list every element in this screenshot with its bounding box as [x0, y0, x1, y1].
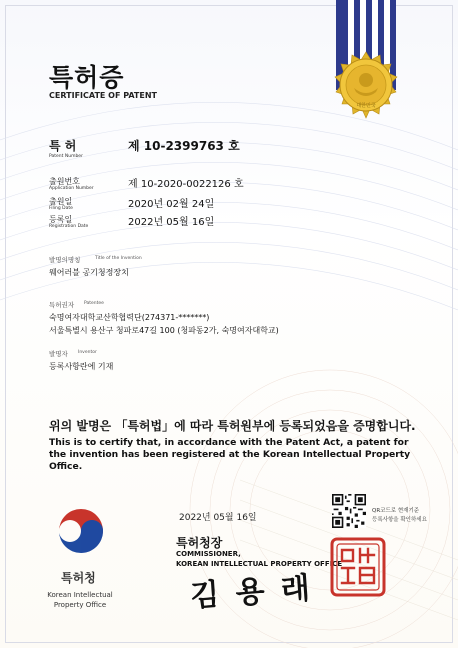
- patent-number-value: 제 10-2399763 호: [128, 139, 240, 153]
- filing-date-label-en: Filing Date: [49, 206, 73, 211]
- patentee-label: 특허권자: [49, 301, 75, 309]
- invention-label-en: Title of the Invention: [95, 256, 142, 261]
- seal-text: 대한민국: [356, 103, 376, 109]
- certificate-title: 특허증: [49, 63, 125, 92]
- certification-statement-ko: 위의 발명은 「특허법」에 따라 특허원부에 등록되었음을 증명합니다.: [49, 419, 416, 433]
- qr-note: [372, 507, 427, 525]
- filing-date-value: 2020년 02월 24일: [128, 199, 215, 210]
- inventor-label: 발명자: [49, 350, 68, 358]
- kipo-name-en: [40, 590, 120, 610]
- commissioner-signature: 김 용 래: [189, 570, 315, 615]
- commissioner-title: 특허청장: [176, 536, 223, 550]
- certificate-title-en: CERTIFICATE OF PATENT: [49, 91, 157, 100]
- qr-code-icon[interactable]: [332, 494, 366, 528]
- patent-number-label-en: Patent Number: [49, 154, 83, 159]
- kipo-logo-icon: [55, 505, 107, 561]
- application-number-value: 제 10-2020-0022126 호: [128, 179, 244, 190]
- commissioner-title-en-line1: COMMISSIONER,: [176, 550, 241, 558]
- gold-seal-with-ribbon: [310, 0, 430, 170]
- kipo-name-en-line2: Property Office: [53, 601, 107, 609]
- commissioner-title-en-line2: KOREAN INTELLECTUAL PROPERTY OFFICE: [176, 560, 343, 568]
- certification-statement-en: This is to certify that, in accordance with the Patent Act, a patent for the invention has been registered at the Korean Intellectual Property Office.: [49, 437, 411, 472]
- qr-note-line2: 등록사항을 확인하세요: [372, 517, 427, 523]
- inventor-value: 등록사항란에 기재: [49, 362, 114, 371]
- inventor-label-en: Inventor: [78, 350, 97, 355]
- patentee-address: 서울특별시 용산구 청파로47길 100 (청파동2가, 숙명여자대학교): [49, 326, 279, 335]
- invention-label: 발명의명칭: [49, 256, 81, 264]
- registration-date-label: 등록일: [49, 215, 73, 224]
- registration-date-label-en: Registration Date: [49, 224, 89, 229]
- patent-number-label: 특 허: [49, 139, 77, 153]
- application-number-label: 출원번호: [49, 177, 80, 186]
- official-stamp: [330, 537, 386, 597]
- registration-date-value: 2022년 05월 16일: [128, 217, 215, 228]
- kipo-name: 특허청: [61, 571, 96, 585]
- patentee-label-en: Patentee: [84, 301, 104, 306]
- application-number-label-en: Application Number: [49, 186, 94, 191]
- issue-date: 2022년 05월 16일: [179, 513, 257, 523]
- filing-date-label: 출원일: [49, 197, 73, 206]
- patentee-name: 숙명여자대학교산학협력단(274371-*******): [49, 313, 210, 322]
- qr-note-line1: QR코드로 현재기준: [372, 508, 420, 514]
- invention-title: 웨어러블 공기청정장치: [49, 268, 129, 277]
- kipo-name-en-line1: Korean Intellectual: [47, 591, 113, 599]
